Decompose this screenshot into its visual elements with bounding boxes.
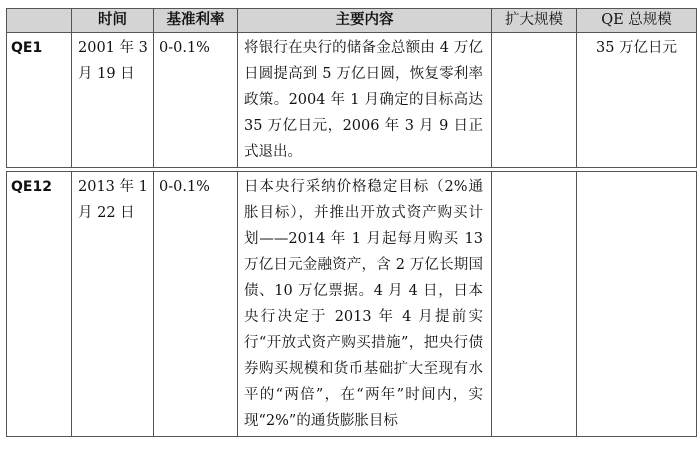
row-rate: 0-0.1% — [154, 33, 238, 168]
row-total — [577, 172, 697, 437]
header-expand: 扩大规模 — [492, 9, 577, 33]
row-expand — [492, 172, 577, 437]
table-row — [7, 33, 697, 168]
row-expand — [492, 33, 577, 168]
row-name: QE1 — [7, 33, 72, 168]
header-name — [7, 9, 72, 33]
row-content: 将银行在央行的储备金总额由 4 万亿日圆提高到 5 万亿日圆，恢复零利率政策。2004 年 1 月确定的目标高达 35 万亿日元，2006 年 3 月 9 日正式退出。 — [238, 33, 492, 168]
table-row — [7, 172, 697, 437]
row-total: 35 万亿日元 — [577, 33, 697, 168]
header-date: 时间 — [72, 9, 154, 33]
row-rate: 0-0.1% — [154, 172, 238, 437]
header-content: 主要内容 — [238, 9, 492, 33]
header-total: QE 总规模 — [577, 9, 697, 33]
header-row — [7, 9, 697, 33]
row-name: QE12 — [7, 172, 72, 437]
row-date: 2001 年 3 月 19 日 — [72, 33, 154, 168]
qe-table — [6, 8, 697, 437]
row-date: 2013 年 1 月 22 日 — [72, 172, 154, 437]
row-content: 日本央行采纳价格稳定目标（2%通胀目标），并推出开放式资产购买计划——2014 年 1 月起每月购买 13 万亿日元金融资产，含 2 万亿长期国债、10 万亿票据。4 月 4 日，日本央行决定于 2013 年 4 月提前实行“开放式资产购买措施”，把央行债券购买规模和货币基础扩大至现有水平的“两倍”，在“两年”时间内，实现“2%”的通货膨胀目标 — [238, 172, 492, 437]
header-rate: 基准利率 — [154, 9, 238, 33]
